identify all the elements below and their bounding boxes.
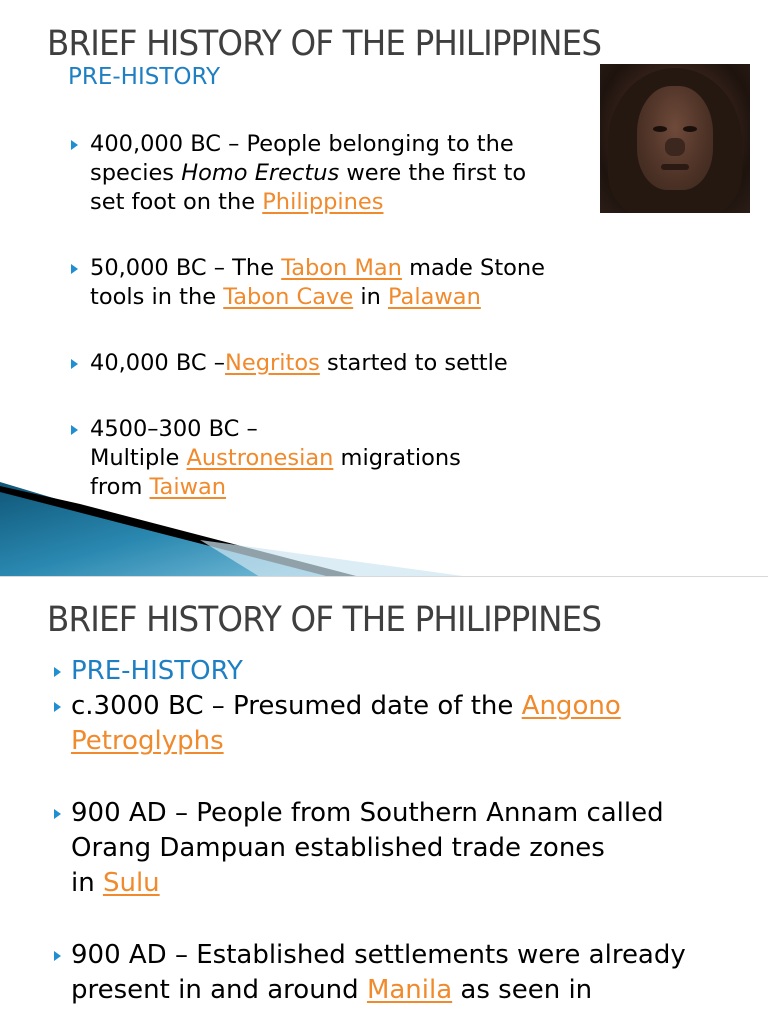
bullet-text: as seen in (452, 975, 593, 1005)
bullet-item (90, 349, 545, 378)
decorative-swoosh (0, 470, 470, 577)
bullet-text: from (90, 474, 150, 500)
wiki-link[interactable]: Sulu (102, 868, 160, 898)
bullet-item (90, 130, 545, 217)
bullet-item (71, 796, 751, 901)
bullet-text: started to settle (319, 350, 508, 376)
bullet-text: c.3000 BC – Presumed date of the (71, 691, 522, 721)
wiki-link[interactable]: Palawan (388, 284, 481, 310)
triangle-right-icon (54, 951, 61, 961)
bullet-line (71, 831, 751, 866)
bullet-text: made Stone (401, 255, 546, 281)
slide-title: BRIEF HISTORY OF THE PHILIPPINES (47, 24, 602, 64)
bullet-text: migrations (333, 445, 461, 471)
portrait-face (637, 86, 713, 190)
slide-2 (0, 577, 768, 1024)
bullet-line (71, 724, 751, 759)
bullet-line (71, 689, 751, 724)
bullet-line (90, 188, 545, 217)
triangle-right-icon (71, 359, 78, 369)
bullet-text: 40,000 BC – (90, 350, 226, 376)
bullet-text: tools in the (90, 284, 224, 310)
bullet-item (90, 254, 545, 312)
homo-erectus-portrait-image (600, 64, 750, 213)
bullet-item (71, 689, 751, 759)
bullet-line (90, 159, 545, 188)
bullet-line (71, 796, 751, 831)
portrait-nose (665, 138, 685, 156)
bullet-line (71, 938, 751, 973)
bullet-text: in (353, 284, 388, 310)
bullet-line (90, 444, 545, 473)
portrait-left-eye (653, 126, 667, 132)
wiki-link[interactable]: Manila (366, 975, 453, 1005)
slide-title: BRIEF HISTORY OF THE PHILIPPINES (47, 600, 602, 640)
emphasis-text: Homo Erectus (181, 160, 340, 186)
bullet-text: in (71, 868, 103, 898)
wiki-link[interactable]: Austronesian (186, 445, 334, 471)
bullet-text: present in and around (71, 975, 367, 1005)
wiki-link[interactable]: Tabon Man (281, 255, 402, 281)
bullet-item (71, 654, 751, 689)
section-subheading: PRE-HISTORY (71, 656, 243, 686)
bullet-line (71, 973, 751, 1008)
wiki-link[interactable]: Tabon Cave (223, 284, 354, 310)
wiki-link[interactable]: Philippines (262, 189, 384, 215)
bullet-list (71, 654, 751, 1008)
triangle-right-icon (54, 809, 61, 819)
portrait-right-eye (683, 126, 697, 132)
bullet-text: 50,000 BC – The (90, 255, 282, 281)
bullet-line (71, 866, 751, 901)
bullet-text: 900 AD – People from Southern Annam called (71, 798, 664, 828)
bullet-text: 400,000 BC – People belonging to the (90, 131, 514, 157)
triangle-right-icon (71, 140, 78, 150)
bullet-text: Orang Dampuan established trade zones (71, 833, 605, 863)
bullet-line (90, 349, 545, 378)
bullet-line (90, 283, 545, 312)
triangle-right-icon (71, 425, 78, 435)
wiki-link[interactable]: Taiwan (149, 474, 227, 500)
bullet-text: 900 AD – Established settlements were already (71, 940, 686, 970)
wiki-link[interactable]: Petroglyphs (71, 726, 224, 756)
bullet-text: 4500–300 BC – (90, 416, 258, 442)
bullet-line (90, 130, 545, 159)
bullet-text: were the first to (339, 160, 527, 186)
section-subheading: PRE-HISTORY (68, 64, 221, 90)
bullet-text: Multiple (90, 445, 187, 471)
portrait-mouth (661, 164, 689, 170)
bullet-line (90, 415, 545, 444)
wiki-link[interactable]: Negritos (225, 350, 320, 376)
triangle-right-icon (54, 702, 61, 712)
triangle-right-icon (71, 264, 78, 274)
bullet-text: species (90, 160, 182, 186)
wiki-link[interactable]: Angono (521, 691, 621, 721)
bullet-text: set foot on the (90, 189, 263, 215)
triangle-right-icon (54, 667, 61, 677)
bullet-line (90, 254, 545, 283)
bullet-item (71, 938, 751, 1008)
